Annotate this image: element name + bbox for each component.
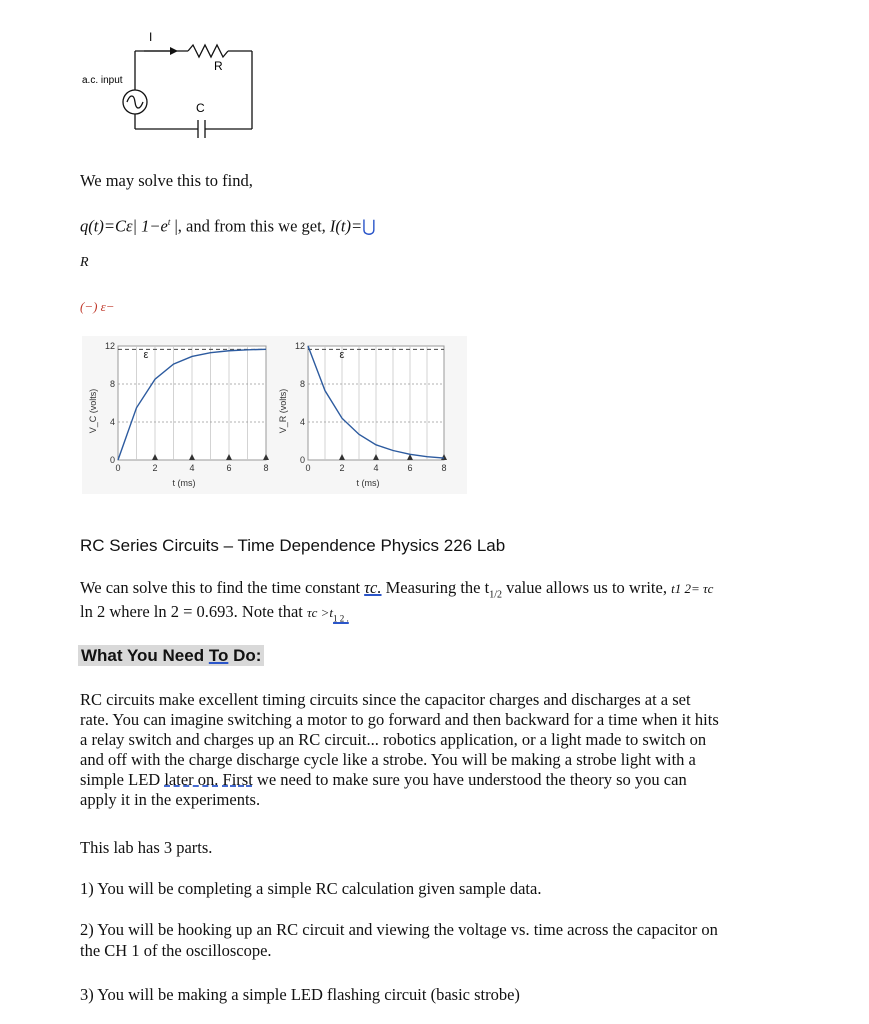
- input-label: a.c. input: [82, 75, 123, 86]
- equation-placeholder-glyph: ⋃: [362, 216, 376, 236]
- x-tick-label: 8: [263, 463, 269, 473]
- current-arrowhead-icon: [170, 47, 178, 55]
- capacitor-label: C: [196, 101, 205, 115]
- y-axis-label: V_R (volts): [278, 388, 288, 434]
- y-tick-label: 0: [109, 455, 115, 465]
- tc-text-c: value allows us to write,: [501, 578, 672, 597]
- x-tick-label: 4: [373, 463, 379, 473]
- y-tick-label: 12: [104, 341, 115, 351]
- y-tick-label: 8: [299, 379, 305, 389]
- voltage-graphs: [82, 336, 467, 494]
- x-tick-label: 6: [226, 463, 232, 473]
- part-1: 1) You will be completing a simple RC calculation given sample data.: [80, 879, 542, 898]
- emf-label: ε: [143, 349, 149, 361]
- rc-line-5-first: First: [222, 770, 253, 789]
- tau-c-symbol: τc.: [364, 578, 382, 597]
- x-tick-label: 4: [189, 463, 195, 473]
- resistor-symbol: [188, 45, 228, 57]
- todo-heading-after: Do:: [228, 646, 262, 665]
- x-tick-label: 2: [152, 463, 158, 473]
- x-tick-label: 0: [305, 463, 311, 473]
- intro-text: We may solve this to find,: [80, 171, 253, 190]
- rc-line-5a: simple LED: [80, 770, 165, 789]
- x-tick-label: 0: [115, 463, 121, 473]
- tc-line2-text: ln 2 where ln 2 = 0.693. Note that: [80, 602, 307, 621]
- part-2-cont: the CH 1 of the oscilloscope.: [80, 941, 272, 960]
- y-tick-label: 4: [109, 417, 115, 427]
- equation-fragment: (−) ε−: [80, 299, 115, 314]
- y-tick-label: 12: [294, 341, 305, 351]
- x-axis-label: t (ms): [356, 478, 380, 488]
- equation-line: [80, 212, 376, 237]
- rc-line-1: RC circuits make excellent timing circuits since the capacitor charges and discharges at a set: [80, 690, 691, 709]
- todo-heading-before: What You Need: [81, 646, 209, 665]
- rc-line-5-later-on: later on.: [164, 770, 219, 789]
- todo-heading: [78, 646, 264, 666]
- tc-inequality-subscript: 1 2 .: [333, 613, 349, 624]
- y-tick-label: 0: [299, 455, 305, 465]
- time-constant-line2: [80, 602, 349, 628]
- part-2: 2) You will be hooking up an RC circuit and viewing the voltage vs. time across the capacitor on: [80, 920, 718, 939]
- tc-inequality: τc >t: [306, 605, 334, 620]
- x-axis-label: t (ms): [172, 478, 196, 488]
- half-subscript: 1/2: [489, 589, 502, 601]
- charge-equation: q(t)=Cε| 1−e: [80, 216, 168, 236]
- emf-label: ε: [339, 349, 345, 361]
- resistor-label: R: [214, 59, 223, 73]
- equation-connector: |, and from this we get,: [170, 216, 330, 236]
- section-title: RC Series Circuits – Time Dependence Physics 226 Lab: [80, 536, 506, 555]
- rc-paragraph: [80, 690, 719, 810]
- y-tick-label: 4: [299, 417, 305, 427]
- half-life-formula: t1 2= τc: [671, 581, 714, 596]
- tc-text-a: We can solve this to find the time constant: [80, 578, 365, 597]
- todo-heading-underlined: To: [208, 646, 229, 665]
- x-tick-label: 8: [441, 463, 447, 473]
- y-axis-label: V_C (volts): [88, 388, 98, 434]
- current-label: I: [149, 30, 153, 44]
- x-tick-label: 2: [339, 463, 345, 473]
- part-3: 3) You will be making a simple LED flashing circuit (basic strobe): [80, 985, 520, 1004]
- rc-line-4: and off with the charge discharge cycle like a strobe. You will be making a strobe light with a: [80, 750, 696, 769]
- rc-circuit-diagram: [70, 28, 270, 148]
- rc-line-5e: we need to make sure you have understood the theory so you can: [252, 770, 687, 789]
- y-tick-label: 8: [109, 379, 115, 389]
- rc-line-5: [80, 770, 719, 790]
- parts-intro: This lab has 3 parts.: [80, 838, 213, 857]
- rc-line-6: apply it in the experiments.: [80, 790, 261, 809]
- tc-text-b: Measuring the t: [381, 578, 490, 597]
- x-tick-label: 6: [407, 463, 413, 473]
- current-equation: I(t)=: [329, 216, 363, 236]
- rc-line-3: a relay switch and charges up an RC circuit... robotics application, or a light made to switch on: [80, 730, 707, 749]
- rc-line-2: rate. You can imagine switching a motor to go forward and then backward for a time when it hits: [80, 710, 719, 729]
- equation-r: R: [80, 255, 89, 270]
- charge-exponent: t: [167, 217, 171, 227]
